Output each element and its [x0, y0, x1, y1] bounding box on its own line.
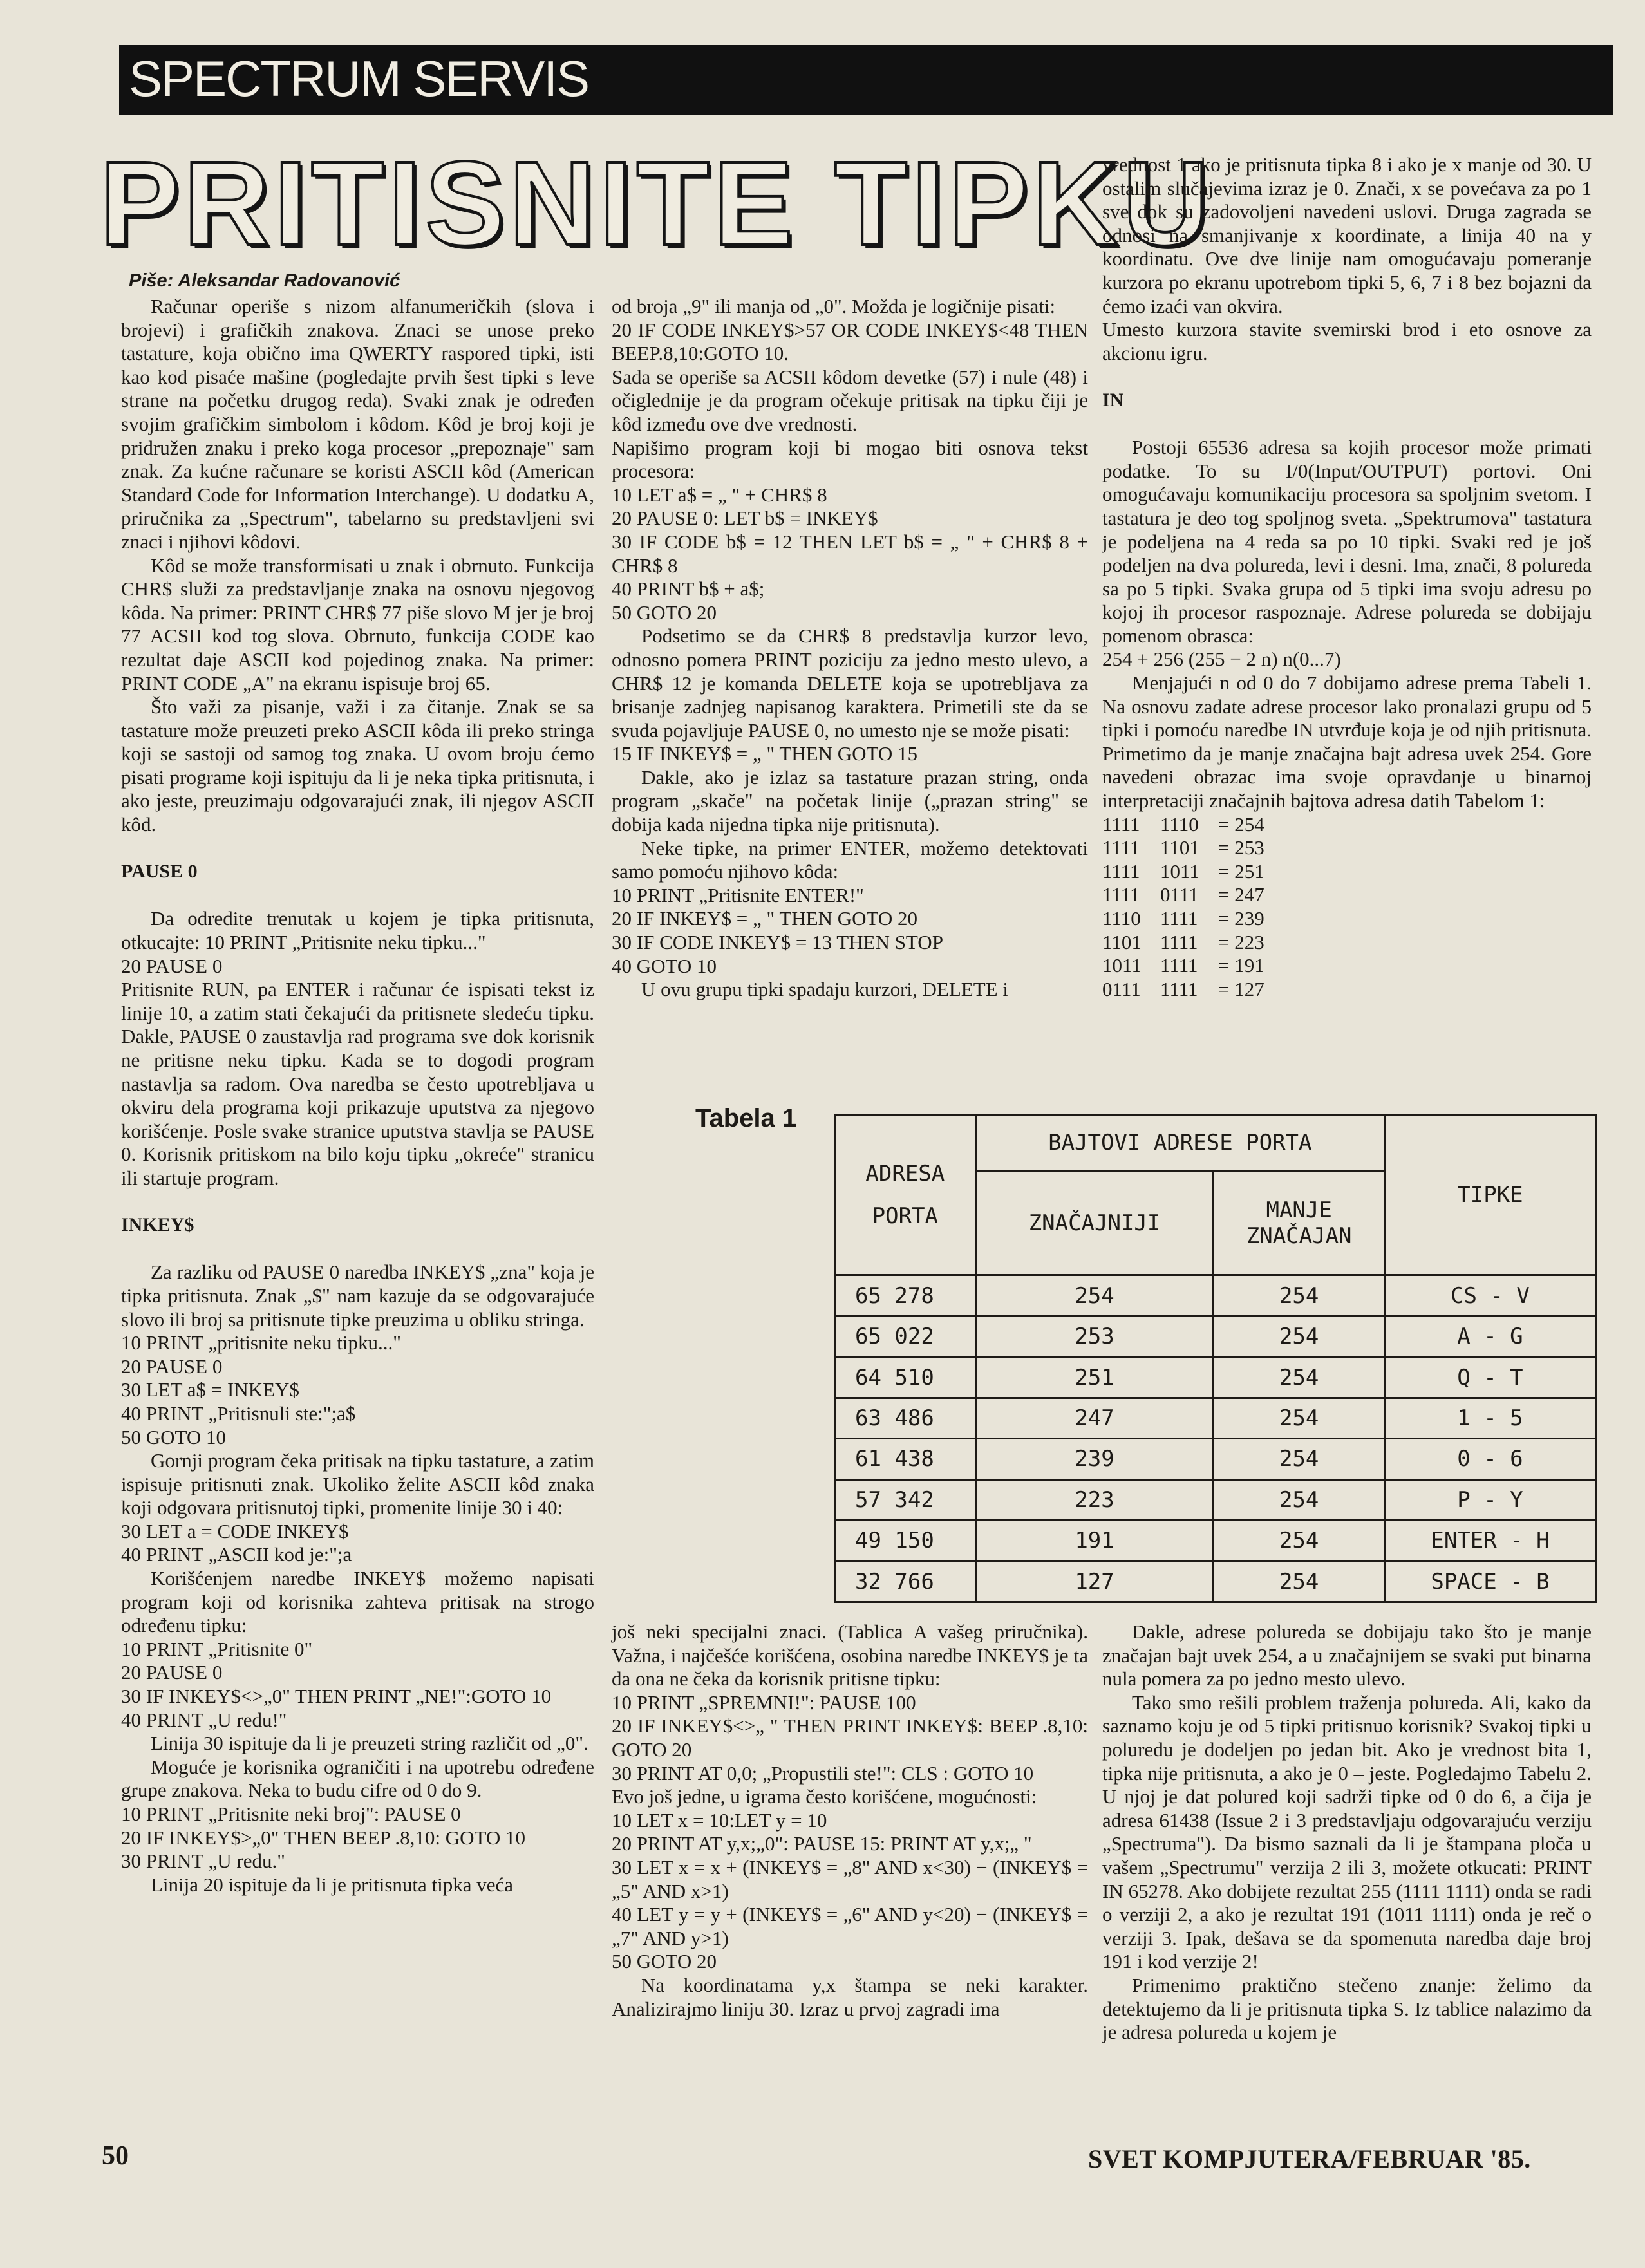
table-cell: 253: [975, 1316, 1214, 1356]
binary-value: 1111: [1102, 836, 1140, 859]
code-line: 20 PAUSE 0: [121, 954, 223, 977]
paragraph: Podsetimo se da CHR$ 8 predstavlja kurzor levo, odnosno pomera PRINT poziciju za jedno mesto ulevo, a CHR$ 12 je komanda DELETE koja se upotrebljava za brisanje zadnjeg napisanog karaktera. Primetili ste da se svuda pojavljuje PAUSE 0, no umesto nje se može pisati:: [612, 624, 1088, 742]
binary-value: 1011: [1160, 859, 1199, 883]
paragraph: Primenimo praktično stečeno znanje: želimo da detektujemo da li je pritisnuta tipka S. Iz tablice nalazimo da je adresa polureda u kojem je: [1102, 1973, 1592, 2044]
paragraph: Menjajući n od 0 do 7 dobijamo adrese prema Tabeli 1. Na osnovu zadate adrese procesor lako pronalazi grupu od 5 tipki i pomoću naredbe IN utvrđuje koja je od njih pritisnuta. Primetimo da je manje značajna bajt adresa uvek 254. Gore navedeni obrazac ima svoje opravdanje u binarnoj interpretaciji značajnih bajtova adresa datih Tabelom 1:: [1102, 671, 1592, 812]
code-line: 20 IF INKEY$>„0" THEN BEEP .8,10: GOTO 10: [121, 1826, 526, 1849]
table-cell: A - G: [1384, 1316, 1595, 1356]
code-line: 50 GOTO 20: [612, 601, 717, 624]
binary-value: 1110: [1160, 812, 1199, 836]
code-line: 40 PRINT „Pritisnuli ste:";a$: [121, 1401, 356, 1425]
table-cell: 254: [1214, 1316, 1385, 1356]
code-line: 30 LET a = CODE INKEY$: [121, 1519, 349, 1542]
table-row: [835, 1316, 1596, 1356]
binary-value: 1101: [1160, 836, 1199, 859]
paragraph: još neki specijalni znaci. (Tablica A vašeg priručnika). Važna, i najčešće korišćena, osobina naredbe INKEY$ je ta da ona ne čeka da korisnik pritisne tipku:: [612, 1620, 1088, 1691]
table-cell: 0 - 6: [1384, 1439, 1595, 1479]
binary-value: 1111: [1160, 907, 1198, 930]
binary-value: = 254: [1218, 812, 1264, 836]
code-line: 10 PRINT „SPREMNI!": PAUSE 100: [612, 1691, 916, 1714]
code-line: 10 LET x = 10:LET y = 10: [612, 1808, 827, 1832]
binary-value: 1111: [1102, 812, 1140, 836]
table-row: [835, 1357, 1596, 1398]
header-text: MANJE: [1266, 1197, 1332, 1223]
code-line: 40 GOTO 10: [612, 954, 717, 977]
magazine-issue: SVET KOMPJUTERA/FEBRUAR '85.: [1088, 2144, 1531, 2173]
table-cell: 254: [1214, 1561, 1385, 1602]
code-line: 40 PRINT b$ + a$;: [612, 577, 765, 601]
column-3-lower: [1102, 1620, 1592, 2045]
paragraph: Dakle, adrese polureda se dobijaju tako što je manje značajan bajt uvek 254, a u značajnijem se svaki put binarna nula pomera za po jedno mesto ulevo.: [1102, 1620, 1592, 1691]
table-cell: P - Y: [1384, 1479, 1595, 1520]
code-line: 50 GOTO 10: [121, 1425, 227, 1448]
table-cell: 65 022: [835, 1316, 976, 1356]
binary-line: [1102, 978, 1592, 1002]
paragraph: Linija 20 ispituje da li je pritisnuta tipka veća: [151, 1873, 514, 1896]
paragraph: Evo još jedne, u igrama često korišćene, mogućnosti:: [612, 1785, 1037, 1808]
binary-line: [1102, 954, 1592, 978]
header-text: ZNAČAJAN: [1246, 1223, 1352, 1249]
paragraph: Umesto kurzora stavite svemirski brod i eto osnove za akcionu igru.: [1102, 318, 1592, 364]
table-row: [835, 1275, 1596, 1316]
code-line: 30 IF CODE b$ = 12 THEN LET b$ = „ " + CHR$ 8 + CHR$ 8: [612, 530, 1088, 577]
formula: 254 + 256 (255 − 2 n) n(0...7): [1102, 648, 1341, 671]
table-cell: 247: [975, 1398, 1214, 1438]
paragraph: Dakle, ako je izlaz sa tastature prazan string, onda program „skače" na početak linije („prazan string" se dobija kada nijedna tipka nije pritisnuta).: [612, 765, 1088, 836]
subheading-inkey: INKEY$: [121, 1214, 194, 1236]
paragraph: od broja „9" ili manja od „0". Možda je logičnije pisati:: [612, 295, 1056, 317]
subheading-in: IN: [1102, 389, 1124, 411]
paragraph: Linija 30 ispituje da li je preuzeti string različit od „0".: [151, 1732, 588, 1755]
header-text: PORTA: [872, 1203, 939, 1230]
code-line: 20 IF INKEY$ = „ " THEN GOTO 20: [612, 907, 918, 930]
table-cell: 57 342: [835, 1479, 976, 1520]
page-number: 50: [102, 2141, 129, 2171]
binary-value: 1101: [1102, 930, 1142, 953]
table-cell: 1 - 5: [1384, 1398, 1595, 1438]
binary-line: [1102, 860, 1592, 884]
code-line: 50 GOTO 20: [612, 1950, 717, 1973]
binary-value: = 251: [1218, 859, 1264, 883]
table-label: Tabela 1: [695, 1104, 797, 1132]
port-address-table: [834, 1114, 1597, 1603]
binary-value: 0111: [1102, 977, 1141, 1000]
table-cell: ENTER - H: [1384, 1521, 1595, 1561]
binary-value: 1111: [1102, 859, 1140, 883]
code-line: 30 PRINT „U redu.": [121, 1850, 285, 1873]
paragraph: Da odredite trenutak u kojem je tipka pritisnuta, otkucajte: 10 PRINT „Pritisnite neku tipku...": [121, 907, 594, 954]
paragraph: Postoji 65536 adresa sa kojih procesor može primati podatke. To su I/0(Input/OUTPUT) portovi. Oni omogućavaju komunikaciju procesora sa spoljnim svetom. I tastatura je deo tog spoljnog sveta. „Spektrumova" tastatura je podeljena na 4 reda sa po 10 tipki. Svaki red je još podeljen na dva polureda, levi i desni. Ima, znači, 8 polureda sa po 5 tipki. Svaka grupa od 5 tipki ima svoju adresu po kojoj ih procesor raspoznaje. Adrese polureda se dobijaju pomenom obrasca:: [1102, 436, 1592, 647]
paragraph: Sada se operiše sa ACSII kôdom devetke (57) i nule (48) i očiglednije je da program očekuje pritisak na tipku čiji je kôd između ove dve vrednosti.: [612, 365, 1088, 435]
table-cell: 61 438: [835, 1439, 976, 1479]
table-cell: 191: [975, 1521, 1214, 1561]
code-line: 30 LET a$ = INKEY$: [121, 1378, 299, 1401]
code-line: 40 PRINT „U redu!": [121, 1708, 287, 1731]
binary-value: = 239: [1218, 907, 1264, 930]
code-line: 10 PRINT „pritisnite neku tipku...": [121, 1331, 401, 1354]
binary-line: [1102, 836, 1592, 860]
binary-value: 1111: [1102, 883, 1140, 906]
code-line: 10 PRINT „Pritisnite ENTER!": [612, 883, 864, 906]
header-cell: BAJTOVI ADRESE PORTA: [975, 1115, 1384, 1171]
header-cell: ZNAČAJNIJI: [975, 1171, 1214, 1275]
binary-value: 1111: [1160, 977, 1198, 1000]
binary-value: = 253: [1218, 836, 1264, 859]
column-2-lower: [612, 1620, 1088, 2021]
table-cell: 49 150: [835, 1521, 976, 1561]
table-cell: Q - T: [1384, 1357, 1595, 1398]
table-row: [835, 1521, 1596, 1561]
binary-line: [1102, 907, 1592, 931]
table-row: [835, 1479, 1596, 1520]
code-line: 20 PRINT AT y,x;„0": PAUSE 15: PRINT AT y,x;„ ": [612, 1832, 1032, 1855]
binary-value: 1111: [1160, 930, 1198, 953]
binary-list: [1102, 813, 1592, 1002]
paragraph: Što važi za pisanje, važi i za čitanje. Znak se sa tastature može preuzeti preko ASCII kôda ili preko stringa koji se sastoji od samog tog znaka. U ovom broju ćemo pisati programe koji ispituju da li je neka tipka pritisnuta, i ako jeste, preuzimaju odgovarajući znak, ili njegov ASCII kôd.: [121, 695, 594, 836]
paragraph: Moguće je korisnika ograničiti i na upotrebu određene grupe znakova. Neka to budu cifre od 0 do 9.: [121, 1755, 594, 1802]
header-cell: [1214, 1171, 1385, 1275]
binary-value: = 223: [1218, 930, 1264, 953]
paragraph: U ovu grupu tipki spadaju kurzori, DELETE i: [641, 978, 1008, 1001]
table-cell: 254: [1214, 1275, 1385, 1316]
subheading-pause: PAUSE 0: [121, 861, 198, 883]
code-line: 20 PAUSE 0: [121, 1661, 223, 1684]
binary-value: 1111: [1160, 954, 1198, 977]
byline: Piše: Aleksandar Radovanović: [129, 270, 400, 291]
code-line: 30 IF CODE INKEY$ = 13 THEN STOP: [612, 931, 943, 954]
table-row: [835, 1561, 1596, 1602]
binary-line: [1102, 883, 1592, 907]
binary-value: 1011: [1102, 954, 1142, 977]
code-line: 30 LET x = x + (INKEY$ = „8" AND x<30) − (INKEY$ = „5" AND x>1): [612, 1855, 1088, 1902]
paragraph: Tako smo rešili problem traženja polureda. Ali, kako da saznamo koju je od 5 tipki pritisnuo korisnik? Svakoj tipki u poluredu je dodeljen po jedan bit. Ako je vrednost bita 1, tipka nije pritisnuta, a ako je 0 – jeste. Pogledajmo Tabelu 2. U njoj je dat polured koji sadrži tipke od 0 do 6, a čija je adresa 61438 (Issue 2 i 3 predstavljaju odgovarajuću verziju „Spectruma"). Da bismo saznali da li je štampana ploča u vašem „Spectrumu" verzija 2 ili 3, možete otkucati: PRINT IN 65278. Ako dobijete rezultat 255 (1111 1111) onda se radi o verziji 2, a ako je rezultat 191 (1011 1111) onda je reč o verziji 3. Ipak, dešava se da spomenuta naredba daje broj 191 i kod verzije 2!: [1102, 1691, 1592, 1973]
code-line: 20 IF CODE INKEY$>57 OR CODE INKEY$<48 THEN BEEP.8,10:GOTO 10.: [612, 318, 1088, 365]
column-1: [121, 295, 594, 1897]
binary-value: 1110: [1102, 907, 1141, 930]
table-cell: 127: [975, 1561, 1214, 1602]
paragraph: Kôd se može transformisati u znak i obrnuto. Funkcija CHR$ služi za predstavljanje znaka na osnovu njegovog kôda. Na primer: PRINT CHR$ 77 piše slovo M jer je broj 77 ACSII kod tog slova. Obrnuto, funkcija CODE kao rezultat daje ASCII kod pojedinog znaka. Na primer: PRINT CODE „A" na ekranu ispisuje broj 65.: [121, 554, 594, 695]
table-row: [835, 1398, 1596, 1438]
table-cell: CS - V: [1384, 1275, 1595, 1316]
table-cell: 254: [1214, 1439, 1385, 1479]
column-3: [1102, 153, 1592, 1001]
binary-value: = 191: [1218, 954, 1264, 977]
paragraph: Neke tipke, na primer ENTER, možemo detektovati samo pomoću njihovo kôda:: [612, 836, 1088, 883]
table-cell: 223: [975, 1479, 1214, 1520]
table-cell: 254: [1214, 1479, 1385, 1520]
article-title: PRITISNITE TIPKU: [100, 137, 1213, 270]
paragraph: Na koordinatama y,x štampa se neki karakter. Analizirajmo liniju 30. Izraz u prvoj zagradi ima: [612, 1973, 1088, 2020]
paragraph: Pritisnite RUN, pa ENTER i računar će ispisati tekst iz linije 10, a zatim stati čekajući da pritisnete sledeću tipku. Dakle, PAUSE 0 zaustavlja rad programa sve dok korisnik ne pritisne neku tipku. Kada se to dogodi program nastavlja sa radom. Ova naredba se često upotrebljava u okviru dela programa koji prikazuje uputstva za njegovo korišćenje. Posle svake stranice uputstva stavlja se PAUSE 0. Korisnik pritiskom na bilo koju tipku „okreće" stranicu ili startuje program.: [121, 978, 594, 1189]
binary-value: = 127: [1218, 977, 1264, 1000]
code-line: 30 PRINT AT 0,0; „Propustili ste!": CLS : GOTO 10: [612, 1761, 1034, 1785]
paragraph: Za razliku od PAUSE 0 naredba INKEY$ „zna" koja je tipka pritisnuta. Znak „$" nam kazuje da se odgovarajuće slovo ili broj sa pritisnute tipke preuzima u obliku stringa.: [121, 1261, 594, 1331]
table-cell: SPACE - B: [1384, 1561, 1595, 1602]
section-title: SPECTRUM SERVIS: [129, 50, 589, 107]
header-cell: [835, 1115, 976, 1275]
binary-value: = 247: [1218, 883, 1264, 906]
binary-value: 0111: [1160, 883, 1199, 906]
table-cell: 63 486: [835, 1398, 976, 1438]
column-2: [612, 295, 1088, 1002]
table-cell: 254: [1214, 1357, 1385, 1398]
code-line: 10 PRINT „Pritisnite neki broj": PAUSE 0: [121, 1803, 461, 1825]
table-cell: 32 766: [835, 1561, 976, 1602]
table-cell: 254: [1214, 1398, 1385, 1438]
table-cell: 239: [975, 1439, 1214, 1479]
code-line: 20 IF INKEY$<>„ " THEN PRINT INKEY$: BEEP .8,10: GOTO 20: [612, 1714, 1088, 1761]
binary-line: [1102, 931, 1592, 955]
binary-line: [1102, 813, 1592, 837]
code-line: 10 PRINT „Pritisnite 0": [121, 1637, 313, 1660]
table-cell: 65 278: [835, 1275, 976, 1316]
table-cell: 64 510: [835, 1357, 976, 1398]
header-cell: TIPKE: [1384, 1115, 1595, 1275]
paragraph: Napišimo program koji bi mogao biti osnova tekst procesora:: [612, 436, 1088, 483]
code-line: 40 LET y = y + (INKEY$ = „6" AND y<20) − (INKEY$ = „7" AND y>1): [612, 1903, 1088, 1949]
table-cell: 251: [975, 1357, 1214, 1398]
paragraph: Korišćenjem naredbe INKEY$ možemo napisati program koji od korisnika zahteva pritisak na strogo određenu tipku:: [121, 1567, 594, 1637]
code-line: 20 PAUSE 0: [121, 1354, 223, 1378]
paragraph: vrednost 1 ako je pritisnuta tipka 8 i ako je x manje od 30. U ostalim slučajevima izraz je 0. Znači, x se povećava za po 1 sve dok su zadovoljeni navedeni uslovi. Druga zagrada se odnosi na smanjivanje x koordinate, a linija 40 na y koordinatu. Ove dve linije nam omogućavaju pomeranje kurzora po ekranu upotrebom tipki 5, 6, 7 i 8 bez bojazni da ćemo izaći van okvira.: [1102, 153, 1592, 317]
table-row: [835, 1439, 1596, 1479]
paragraph: Gornji program čeka pritisak na tipku tastature, a zatim ispisuje pritisnuti znak. Ukoliko želite ASCII kôd znaka koji odgovara pritisnutoj tipki, promenite linije 30 i 40:: [121, 1449, 594, 1519]
table-cell: 254: [975, 1275, 1214, 1316]
code-line: 30 IF INKEY$<>„0" THEN PRINT „NE!":GOTO 10: [121, 1685, 552, 1708]
header-text: ADRESA: [865, 1161, 945, 1187]
code-line: 15 IF INKEY$ = „ " THEN GOTO 15: [612, 742, 918, 765]
paragraph: Računar operiše s nizom alfanumeričkih (slova i brojevi) i grafičkih znakova. Znaci se unose preko tastature, koja obično ima QWERTY raspored tipki, isti kao kod pisaće mašine (pogledajte prvih šest tipki s leve strane na početku drugog reda). Svaki znak je određen svojim grafičkim simbolom i kôdom. Kôd je broj koji je pridružen znaku i preko koga procesor „prepoznaje" sam znak. Za kućne računare se koristi ASCII kôd (American Standard Code for Information Interchange). U dodatku A, priručnika za „Spectrum", tabelarno su predstavljeni svi znaci i njihovi kôdovi.: [121, 295, 594, 553]
code-line: 40 PRINT „ASCII kod je:";a: [121, 1543, 352, 1566]
code-line: 10 LET a$ = „ " + CHR$ 8: [612, 483, 827, 506]
code-line: 20 PAUSE 0: LET b$ = INKEY$: [612, 507, 878, 530]
table-cell: 254: [1214, 1521, 1385, 1561]
